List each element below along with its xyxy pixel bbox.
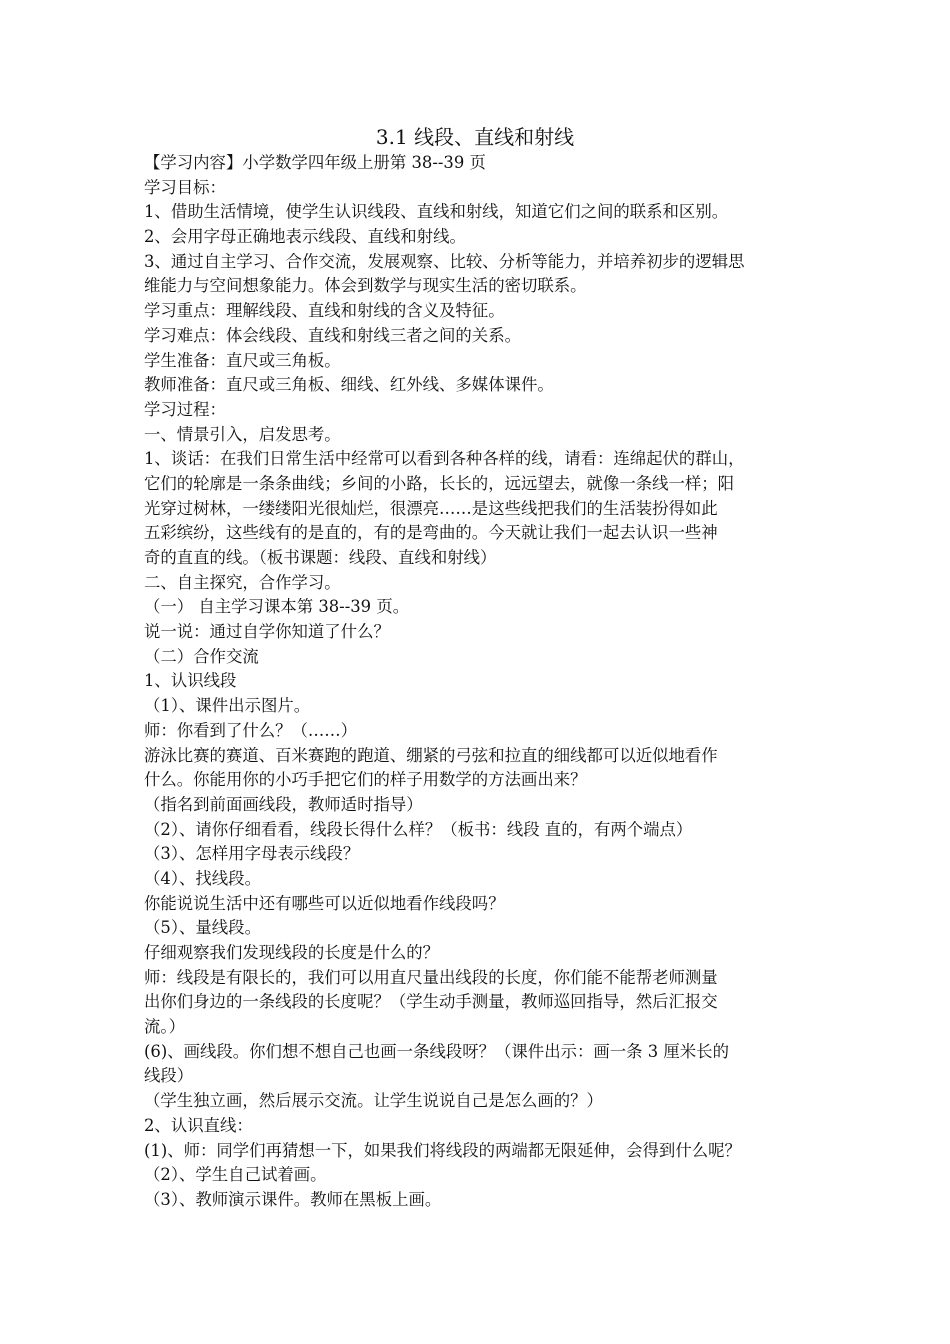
document-body: [144, 151, 814, 1213]
text-line: 仔细观察我们发现线段的长度是什么的？: [144, 943, 440, 962]
text-line: 师：你看到了什么？（……）: [144, 720, 358, 740]
text-line: 学习重点：理解线段、直线和射线的含义及特征。: [144, 301, 505, 321]
text-line: （二）合作交流: [144, 646, 259, 666]
text-line: （5）、量线段。: [144, 918, 261, 938]
text-line: (6)、画线段。你们想不想自己也画一条线段呀？（课件出示：画一条 3 厘米长的: [144, 1041, 729, 1061]
text-line: 线段）: [144, 1066, 194, 1086]
text-line: 1、借助生活情境，使学生认识线段、直线和射线，知道它们之间的联系和区别。: [144, 202, 729, 222]
text-line: 一、情景引入，启发思考。: [144, 424, 341, 444]
text-line: 2、会用字母正确地表示线段、直线和射线。: [144, 227, 466, 247]
document-title: 3.1 线段、直线和射线: [375, 125, 575, 149]
text-line: 学习难点：体会线段、直线和射线三者之间的关系。: [144, 325, 521, 345]
text-line: 3、通过自主学习、合作交流，发展观察、比较、分析等能力，并培养初步的逻辑思: [144, 251, 745, 271]
text-line: 光穿过树林，一缕缕阳光很灿烂，很漂亮……是这些线把我们的生活装扮得如此: [144, 498, 718, 518]
text-line: 1、谈话：在我们日常生活中经常可以看到各种各样的线，请看：连绵起伏的群山，: [144, 449, 745, 469]
text-line: 教师准备：直尺或三角板、细线、红外线、多媒体课件。: [144, 375, 554, 395]
text-line: 学习目标：: [144, 177, 226, 197]
text-line: （一） 自主学习课本第 38--39 页。: [144, 597, 410, 617]
text-line: （指名到前面画线段，教师适时指导）: [144, 794, 423, 814]
text-line: （1）、课件出示图片。: [144, 696, 311, 716]
text-line: 五彩缤纷，这些线有的是直的，有的是弯曲的。今天就让我们一起去认识一些神: [144, 523, 718, 543]
text-line: 1、认识线段: [144, 671, 237, 691]
text-line: 维能力与空间想象能力。体会到数学与现实生活的密切联系。: [144, 276, 587, 296]
text-line: 二、自主探究，合作学习。: [144, 572, 341, 592]
text-line: （学生独立画，然后展示交流。让学生说说自己是怎么画的？）: [144, 1091, 603, 1111]
text-line: 流。）: [144, 1017, 185, 1037]
text-line: (1)、师：同学们再猜想一下，如果我们将线段的两端都无限延伸，会得到什么呢？: [144, 1140, 741, 1160]
text-line: （4）、找线段。: [144, 868, 261, 888]
text-line: （3）、教师演示课件。教师在黑板上画。: [144, 1189, 442, 1209]
text-line: 学生准备：直尺或三角板。: [144, 350, 341, 370]
text-line: 什么。你能用你的小巧手把它们的样子用数学的方法画出来？: [144, 770, 587, 790]
text-line: 2、认识直线：: [144, 1115, 253, 1135]
text-line: 师：线段是有限长的，我们可以用直尺量出线段的长度，你们能不能帮老师测量: [144, 967, 718, 987]
text-line: 说一说：通过自学你知道了什么？: [144, 622, 390, 642]
text-line: 你能说说生活中还有哪些可以近似地看作线段吗？: [144, 893, 505, 913]
text-line: 奇的直直的线。（板书课题：线段、直线和射线）: [144, 548, 497, 567]
text-line: （3）、怎样用字母表示线段？: [144, 844, 360, 864]
text-line: 学习过程：: [144, 399, 226, 419]
text-line: 游泳比赛的赛道、百米赛跑的跑道、绷紧的弓弦和拉直的细线都可以近似地看作: [144, 745, 718, 765]
text-line: 【学习内容】小学数学四年级上册第 38--39 页: [144, 153, 486, 172]
text-line: （2）、学生自己试着画。: [144, 1165, 327, 1185]
text-line: （2）、请你仔细看看，线段长得什么样？（板书：线段 直的，有两个端点）: [144, 819, 693, 839]
text-line: 它们的轮廓是一条条曲线；乡间的小路，长长的，远远望去，就像一条线一样；阳: [144, 473, 735, 493]
text-line: 出你们身边的一条线段的长度呢？（学生动手测量，教师巡回指导，然后汇报交: [144, 992, 718, 1012]
